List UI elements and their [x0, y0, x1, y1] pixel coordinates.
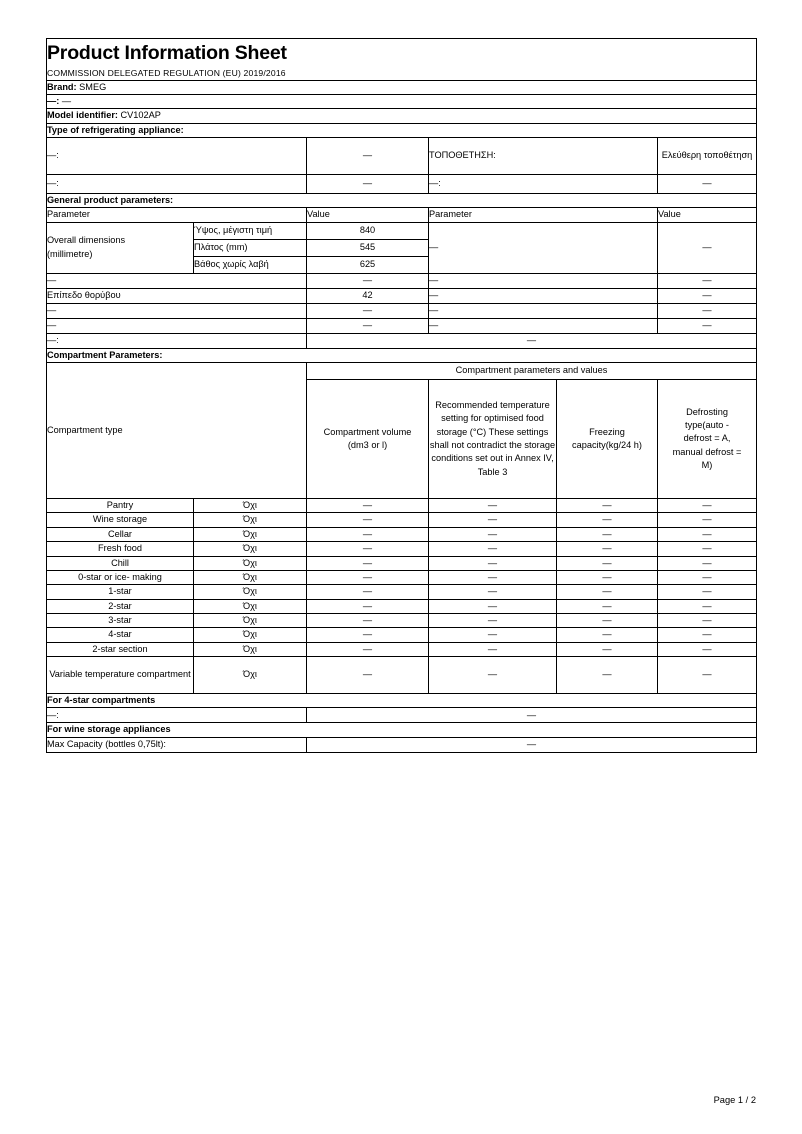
- compartment-defrosting-8: —: [658, 613, 757, 627]
- appliance-type-r1-c3: ΤΟΠΟΘΕΤΗΣΗ:: [429, 138, 658, 175]
- compartment-defrosting-0: —: [658, 499, 757, 513]
- compartment-temperature-5: —: [429, 570, 557, 584]
- compartment-name-3: Fresh food: [47, 542, 194, 556]
- table-row: [47, 499, 757, 513]
- compartment-volume-11: —: [307, 656, 429, 693]
- general-row-0: [47, 273, 757, 288]
- model-cell: [47, 109, 757, 123]
- compartment-defrosting-header-line4: manual defrost =: [672, 446, 742, 457]
- compartment-temperature-10: —: [429, 642, 557, 656]
- regulation-row: [47, 67, 757, 80]
- compartment-freezing-11: —: [557, 656, 658, 693]
- general-row-2-value-2: —: [658, 303, 757, 318]
- compartment-volume-9: —: [307, 628, 429, 642]
- compartment-volume-4: —: [307, 556, 429, 570]
- compartment-temperature-11: —: [429, 656, 557, 693]
- compartment-freezing-1: —: [557, 513, 658, 527]
- compartment-section-title: Compartment Parameters:: [47, 348, 757, 362]
- general-parameters-section-title: General product parameters:: [47, 194, 757, 208]
- compartment-name-7: 2-star: [47, 599, 194, 613]
- compartment-volume-7: —: [307, 599, 429, 613]
- compartment-volume-8: —: [307, 613, 429, 627]
- appliance-type-section-row: [47, 123, 757, 137]
- appliance-type-r1-c2: —: [307, 138, 429, 175]
- general-row-1-value: 42: [307, 288, 429, 303]
- compartment-name-2: Cellar: [47, 527, 194, 541]
- general-footer-row: [47, 333, 757, 348]
- table-row: [47, 542, 757, 556]
- compartment-volume-3: —: [307, 542, 429, 556]
- compartment-defrosting-2: —: [658, 527, 757, 541]
- compartment-present-1: Όχι: [194, 513, 307, 527]
- brand-label: Brand:: [47, 81, 77, 92]
- four-star-value: —: [307, 708, 757, 723]
- overall-dimensions-label-line2: (millimetre): [47, 248, 93, 259]
- compartment-present-4: Όχι: [194, 556, 307, 570]
- general-row-2-parameter: —: [47, 303, 307, 318]
- compartment-defrosting-10: —: [658, 642, 757, 656]
- compartment-volume-5: —: [307, 570, 429, 584]
- compartment-present-0: Όχι: [194, 499, 307, 513]
- compartment-present-7: Όχι: [194, 599, 307, 613]
- compartment-temperature-1: —: [429, 513, 557, 527]
- wine-storage-section-title: For wine storage appliances: [47, 723, 757, 737]
- compartment-freezing-header-line1: Freezing: [589, 426, 625, 437]
- general-row-1: [47, 288, 757, 303]
- compartment-present-3: Όχι: [194, 542, 307, 556]
- compartment-temperature-4: —: [429, 556, 557, 570]
- dimension-value-2: 625: [307, 256, 429, 273]
- overall-dimensions-label-line1: Overall dimensions: [47, 235, 126, 246]
- table-row: [47, 585, 757, 599]
- page-number: Page 1 / 2: [713, 1095, 756, 1105]
- blank-identification-row: [47, 95, 757, 109]
- header-parameter-2: Parameter: [429, 208, 658, 222]
- compartment-present-8: Όχι: [194, 613, 307, 627]
- compartment-present-9: Όχι: [194, 628, 307, 642]
- brand-cell: [47, 80, 757, 94]
- dimension-name-0: Ύψος, μέγιστη τιμή: [194, 222, 307, 239]
- compartment-group-header: Compartment parameters and values: [307, 363, 757, 380]
- compartment-freezing-header: [557, 380, 658, 499]
- compartment-present-11: Όχι: [194, 656, 307, 693]
- compartment-defrosting-header-line3: defrost = A,: [683, 433, 731, 444]
- compartment-freezing-header-line2: capacity(kg/24 h): [572, 440, 642, 451]
- general-row-0-value: —: [307, 273, 429, 288]
- general-row-3-value: —: [307, 318, 429, 333]
- appliance-type-section-title: Type of refrigerating appliance:: [47, 123, 757, 137]
- table-row: [47, 599, 757, 613]
- compartment-group-header-row: [47, 363, 757, 380]
- compartment-defrosting-3: —: [658, 542, 757, 556]
- wine-storage-value: —: [307, 737, 757, 752]
- overall-dimensions-right-value: —: [658, 222, 757, 273]
- compartment-defrosting-header-line2: type(auto -: [685, 420, 729, 431]
- compartment-volume-10: —: [307, 642, 429, 656]
- compartment-defrosting-11: —: [658, 656, 757, 693]
- blank-identification-cell: [47, 95, 757, 109]
- general-row-0-parameter: —: [47, 273, 307, 288]
- appliance-type-r1-c4: Ελεύθερη τοποθέτηση: [658, 138, 757, 175]
- page-title: Product Information Sheet: [47, 42, 287, 64]
- compartment-temperature-2: —: [429, 527, 557, 541]
- compartment-present-10: Όχι: [194, 642, 307, 656]
- appliance-type-r1-c1: —:: [47, 138, 307, 175]
- general-row-0-parameter-2: —: [429, 273, 658, 288]
- compartment-name-10: 2-star section: [47, 642, 194, 656]
- general-row-1-value-2: —: [658, 288, 757, 303]
- compartment-freezing-5: —: [557, 570, 658, 584]
- general-row-0-value-2: —: [658, 273, 757, 288]
- regulation-cell: [47, 67, 757, 80]
- compartment-freezing-8: —: [557, 613, 658, 627]
- general-row-3-parameter-2: —: [429, 318, 658, 333]
- appliance-type-r2-c2: —: [307, 175, 429, 194]
- compartment-name-1: Wine storage: [47, 513, 194, 527]
- compartment-temperature-8: —: [429, 613, 557, 627]
- compartment-freezing-4: —: [557, 556, 658, 570]
- general-row-2-parameter-2: —: [429, 303, 658, 318]
- general-row-3-parameter: —: [47, 318, 307, 333]
- general-row-2: [47, 303, 757, 318]
- blank-identification-label: —:: [47, 96, 60, 107]
- table-row: [47, 513, 757, 527]
- compartment-freezing-2: —: [557, 527, 658, 541]
- general-row-1-parameter-2: —: [429, 288, 658, 303]
- general-parameters-header-row: [47, 208, 757, 222]
- general-row-1-parameter: Επίπεδο θορύβου: [47, 288, 307, 303]
- brand-row: [47, 80, 757, 94]
- general-parameters-section-row: [47, 194, 757, 208]
- header-value-1: Value: [307, 208, 429, 222]
- four-star-value-row: [47, 708, 757, 723]
- dimension-name-2: Βάθος χωρίς λαβή: [194, 256, 307, 273]
- general-row-2-value: —: [307, 303, 429, 318]
- title-row: [47, 39, 757, 68]
- compartment-present-6: Όχι: [194, 585, 307, 599]
- compartment-defrosting-7: —: [658, 599, 757, 613]
- compartment-freezing-3: —: [557, 542, 658, 556]
- appliance-type-r2-c3: —:: [429, 175, 658, 194]
- model-label: Model identifier:: [47, 110, 118, 121]
- table-row: [47, 527, 757, 541]
- compartment-defrosting-6: —: [658, 585, 757, 599]
- overall-dimensions-label: [47, 222, 194, 273]
- dimension-name-1: Πλάτος (mm): [194, 239, 307, 256]
- compartment-present-2: Όχι: [194, 527, 307, 541]
- compartment-volume-6: —: [307, 585, 429, 599]
- regulation-text: COMMISSION DELEGATED REGULATION (EU) 2019/2016: [47, 68, 286, 79]
- dimension-value-0: 840: [307, 222, 429, 239]
- dimension-value-1: 545: [307, 239, 429, 256]
- compartment-freezing-9: —: [557, 628, 658, 642]
- wine-storage-section-row: [47, 723, 757, 737]
- four-star-section-title: For 4-star compartments: [47, 693, 757, 707]
- header-value-2: Value: [658, 208, 757, 222]
- appliance-type-r2-c1: —:: [47, 175, 307, 194]
- four-star-section-row: [47, 693, 757, 707]
- compartment-volume-1: —: [307, 513, 429, 527]
- compartment-defrosting-9: —: [658, 628, 757, 642]
- table-row: [47, 613, 757, 627]
- model-value: CV102AP: [120, 110, 161, 121]
- table-row: [47, 642, 757, 656]
- compartment-name-4: Chill: [47, 556, 194, 570]
- compartment-name-0: Pantry: [47, 499, 194, 513]
- four-star-label: —:: [47, 708, 307, 723]
- table-row: [47, 656, 757, 693]
- compartment-present-5: Όχι: [194, 570, 307, 584]
- header-parameter-1: Parameter: [47, 208, 307, 222]
- wine-storage-value-row: [47, 737, 757, 752]
- overall-dimensions-right-parameter: —: [429, 222, 658, 273]
- appliance-type-row-2: [47, 175, 757, 194]
- compartment-volume-header-line1: Compartment volume: [323, 426, 412, 437]
- compartment-volume-header: [307, 380, 429, 499]
- compartment-name-6: 1-star: [47, 585, 194, 599]
- compartment-volume-2: —: [307, 527, 429, 541]
- blank-identification-value: —: [61, 96, 71, 107]
- compartment-name-11: Variable temperature compartment: [47, 656, 194, 693]
- general-footer-label: —:: [47, 333, 307, 348]
- compartment-temperature-9: —: [429, 628, 557, 642]
- sheet-table: [46, 38, 757, 753]
- table-row: [47, 628, 757, 642]
- compartment-volume-0: —: [307, 499, 429, 513]
- general-row-3-value-2: —: [658, 318, 757, 333]
- compartment-defrosting-1: —: [658, 513, 757, 527]
- model-row: [47, 109, 757, 123]
- compartment-temperature-header: Recommended temperature setting for optimised food storage (°C) These settings shall not contradict the storage conditions set out in Annex IV, Table 3: [429, 380, 557, 499]
- compartment-defrosting-5: —: [658, 570, 757, 584]
- compartment-section-row: [47, 348, 757, 362]
- compartment-name-5: 0-star or ice- making: [47, 570, 194, 584]
- compartment-temperature-6: —: [429, 585, 557, 599]
- compartment-defrosting-header: [658, 380, 757, 499]
- wine-storage-label: Max Capacity (bottles 0,75lt):: [47, 737, 307, 752]
- overall-dimensions-row-1: [47, 222, 757, 239]
- compartment-defrosting-header-line1: Defrosting: [686, 406, 728, 417]
- product-information-sheet: [46, 38, 756, 753]
- general-footer-value: —: [307, 333, 757, 348]
- appliance-type-row-1: [47, 138, 757, 175]
- page-footer: [46, 1095, 756, 1105]
- compartment-name-9: 4-star: [47, 628, 194, 642]
- compartment-freezing-7: —: [557, 599, 658, 613]
- compartment-temperature-7: —: [429, 599, 557, 613]
- compartment-defrosting-4: —: [658, 556, 757, 570]
- brand-value: SMEG: [79, 81, 107, 92]
- compartment-defrosting-header-line5: M): [701, 460, 713, 471]
- general-row-3: [47, 318, 757, 333]
- compartment-temperature-0: —: [429, 499, 557, 513]
- compartment-freezing-0: —: [557, 499, 658, 513]
- compartment-name-8: 3-star: [47, 613, 194, 627]
- compartment-freezing-10: —: [557, 642, 658, 656]
- compartment-type-header: Compartment type: [47, 363, 307, 499]
- table-row: [47, 570, 757, 584]
- table-row: [47, 556, 757, 570]
- compartment-volume-header-line2: (dm3 or l): [347, 440, 388, 451]
- appliance-type-r2-c4: —: [658, 175, 757, 194]
- compartment-freezing-6: —: [557, 585, 658, 599]
- compartment-temperature-3: —: [429, 542, 557, 556]
- title-cell: [47, 39, 757, 68]
